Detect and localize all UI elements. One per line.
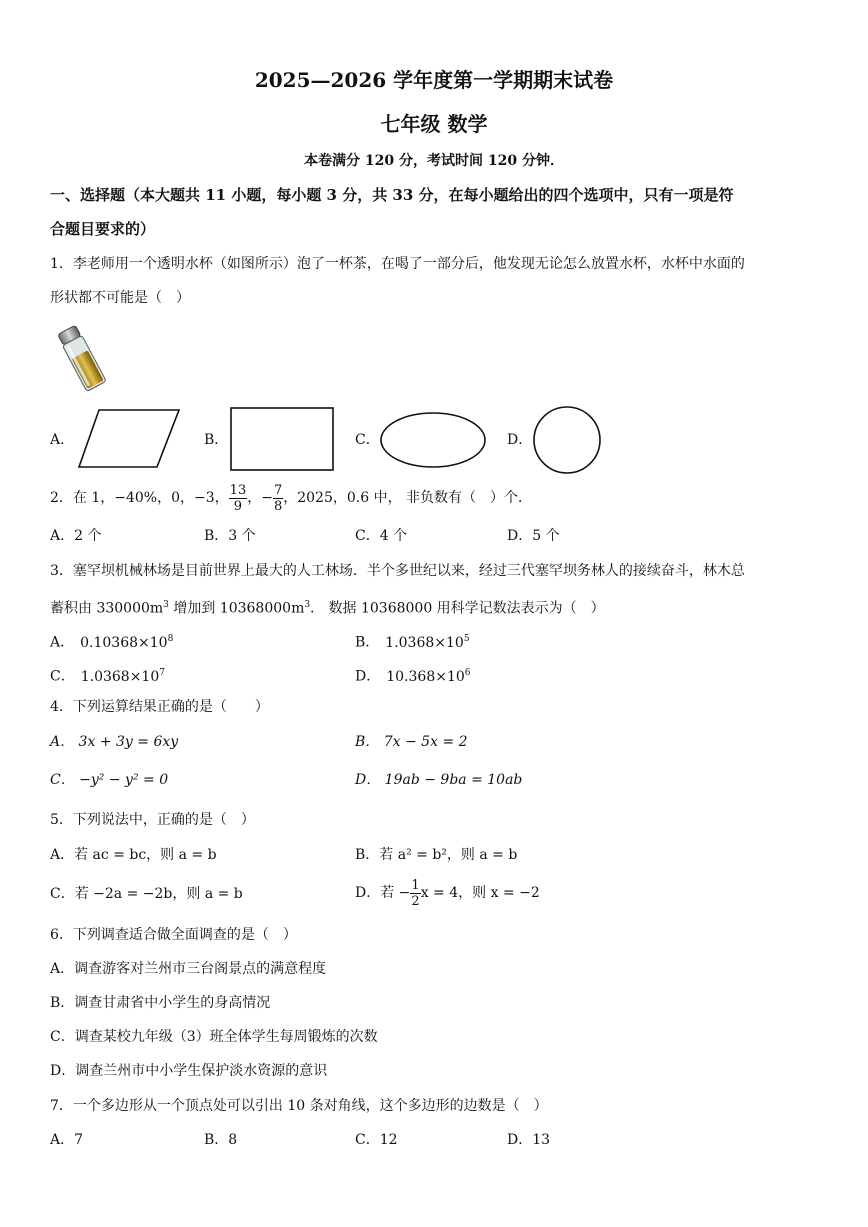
q5-option-b: B．若 a² = b²，则 a = b (355, 847, 518, 863)
q2-option-c: C．4 个 (355, 528, 408, 544)
exponent: 6 (464, 668, 471, 678)
option-value: 1.0368×10 (385, 634, 464, 651)
q2-negative-sign: − (261, 490, 273, 506)
ellipse-shape (378, 410, 488, 470)
section-heading-line2: 合题目要求的） (50, 220, 156, 238)
q6-option-b: B．调查甘肃省中小学生的身高情况 (50, 995, 271, 1011)
circle-shape (530, 404, 604, 476)
q6-option-c: C．调查某校九年级（3）班全体学生每周锻炼的次数 (50, 1029, 378, 1045)
q2-stem (50, 478, 532, 518)
q7-option-c: C．12 (355, 1132, 398, 1148)
fraction-1-2 (410, 878, 420, 909)
option-label: C． (50, 668, 75, 685)
parallelogram-shape (76, 408, 182, 470)
exponent: 7 (159, 668, 165, 678)
q3-line2-part2: 增加到 10368000m (168, 600, 305, 617)
option-label: B． (355, 634, 380, 651)
fraction-denominator: 9 (233, 498, 243, 514)
q3-option-d (355, 664, 471, 686)
exponent: 5 (463, 634, 470, 644)
q6-option-d: D．调查兰州市中小学生保护淡水资源的意识 (50, 1063, 328, 1079)
q7-stem: 7．一个多边形从一个顶点处可以引出 10 条对角线，这个多边形的边数是（ ） (50, 1098, 548, 1114)
exponent: 8 (167, 634, 174, 644)
q2-suffix: ，2025，0.6 中， 非负数有（ ）个． (283, 490, 533, 506)
option-label: A． (50, 634, 75, 651)
fraction-denominator: 8 (273, 498, 283, 514)
q3-line2 (50, 596, 605, 618)
q2-option-a: A．2 个 (50, 528, 102, 544)
fraction-7-8 (273, 483, 283, 514)
fraction-13-9 (229, 483, 248, 514)
q4-stem: 4．下列运算结果正确的是（ ） (50, 699, 269, 715)
section-heading-line1: 一、选择题（本大题共 11 小题，每小题 3 分，共 33 分，在每小题给出的四个选项中，只有一项是符 (50, 186, 734, 204)
fraction-denominator: 2 (411, 893, 420, 909)
q7-option-d: D．13 (507, 1132, 551, 1148)
q5-option-d (355, 873, 540, 913)
q4-option-b: B． 7x − 5x = 2 (355, 734, 468, 750)
q4-option-d: D． 19ab − 9ba = 10ab (355, 772, 523, 788)
option-label: D． (355, 668, 381, 685)
option-value: 0.10368×10 (80, 634, 168, 651)
q3-option-b (355, 630, 470, 652)
exam-title: 2025—2026 学年度第一学期期末试卷 (254, 68, 614, 92)
q2-option-b: B．3 个 (204, 528, 256, 544)
q1-option-b-label: B． (204, 432, 229, 448)
q5-option-c: C．若 −2a = −2b，则 a = b (50, 886, 243, 902)
q3-line2-part3: ． 数据 10368000 用科学记数法表示为（ ） (310, 600, 605, 617)
fraction-numerator: 13 (229, 482, 247, 498)
rectangle-shape (229, 406, 335, 472)
q3-option-c (50, 664, 165, 686)
q1-option-d-label: D． (507, 432, 533, 448)
q3-option-a (50, 630, 173, 652)
q1-line1: 1．李老师用一个透明水杯（如图所示）泡了一杯茶，在喝了一部分后，他发现无论怎么放置水杯，水杯中水面的 (50, 256, 745, 272)
tea-cup-image (44, 324, 120, 394)
q3-line2-part1: 蓄积由 330000m (50, 600, 164, 617)
q5-d-prefix: D．若 − (355, 885, 411, 901)
q1-line2: 形状都不可能是（ ） (50, 290, 190, 306)
q6-option-a: A．调查游客对兰州市三台阁景点的满意程度 (50, 961, 327, 977)
q7-option-b: B．8 (204, 1132, 238, 1148)
option-value: 10.368×10 (386, 668, 465, 685)
q5-d-suffix: x = 4，则 x = −2 (420, 885, 540, 901)
fraction-numerator: 7 (273, 482, 283, 498)
q1-option-c-label: C． (355, 432, 380, 448)
q5-stem: 5．下列说法中，正确的是（ ） (50, 812, 255, 828)
q5-option-a: A．若 ac = bc，则 a = b (50, 847, 217, 863)
superscript: 3 (163, 600, 169, 610)
q7-option-a: A．7 (50, 1132, 84, 1148)
superscript: 3 (304, 600, 311, 610)
exam-note: 本卷满分 120 分，考试时间 120 分钟． (304, 153, 564, 169)
q6-stem: 6．下列调查适合做全面调查的是（ ） (50, 927, 297, 943)
exam-subtitle: 七年级 数学 (380, 112, 488, 136)
fraction-numerator: 1 (411, 877, 420, 893)
q3-line1: 3．塞罕坝机械林场是目前世界上最大的人工林场．半个多世纪以来，经过三代塞罕坝务林人的接续奋斗，林木总 (50, 563, 745, 579)
q2-prefix: 2．在 1，−40%，0，−3， (50, 490, 229, 506)
q4-option-a: A． 3x + 3y = 6xy (50, 734, 179, 750)
option-value: 1.0368×10 (80, 668, 160, 685)
q1-option-a-label: A． (50, 432, 75, 448)
q2-separator: ， (247, 490, 262, 506)
q4-option-c: C． −y² − y² = 0 (50, 772, 169, 788)
q2-option-d: D．5 个 (507, 528, 560, 544)
